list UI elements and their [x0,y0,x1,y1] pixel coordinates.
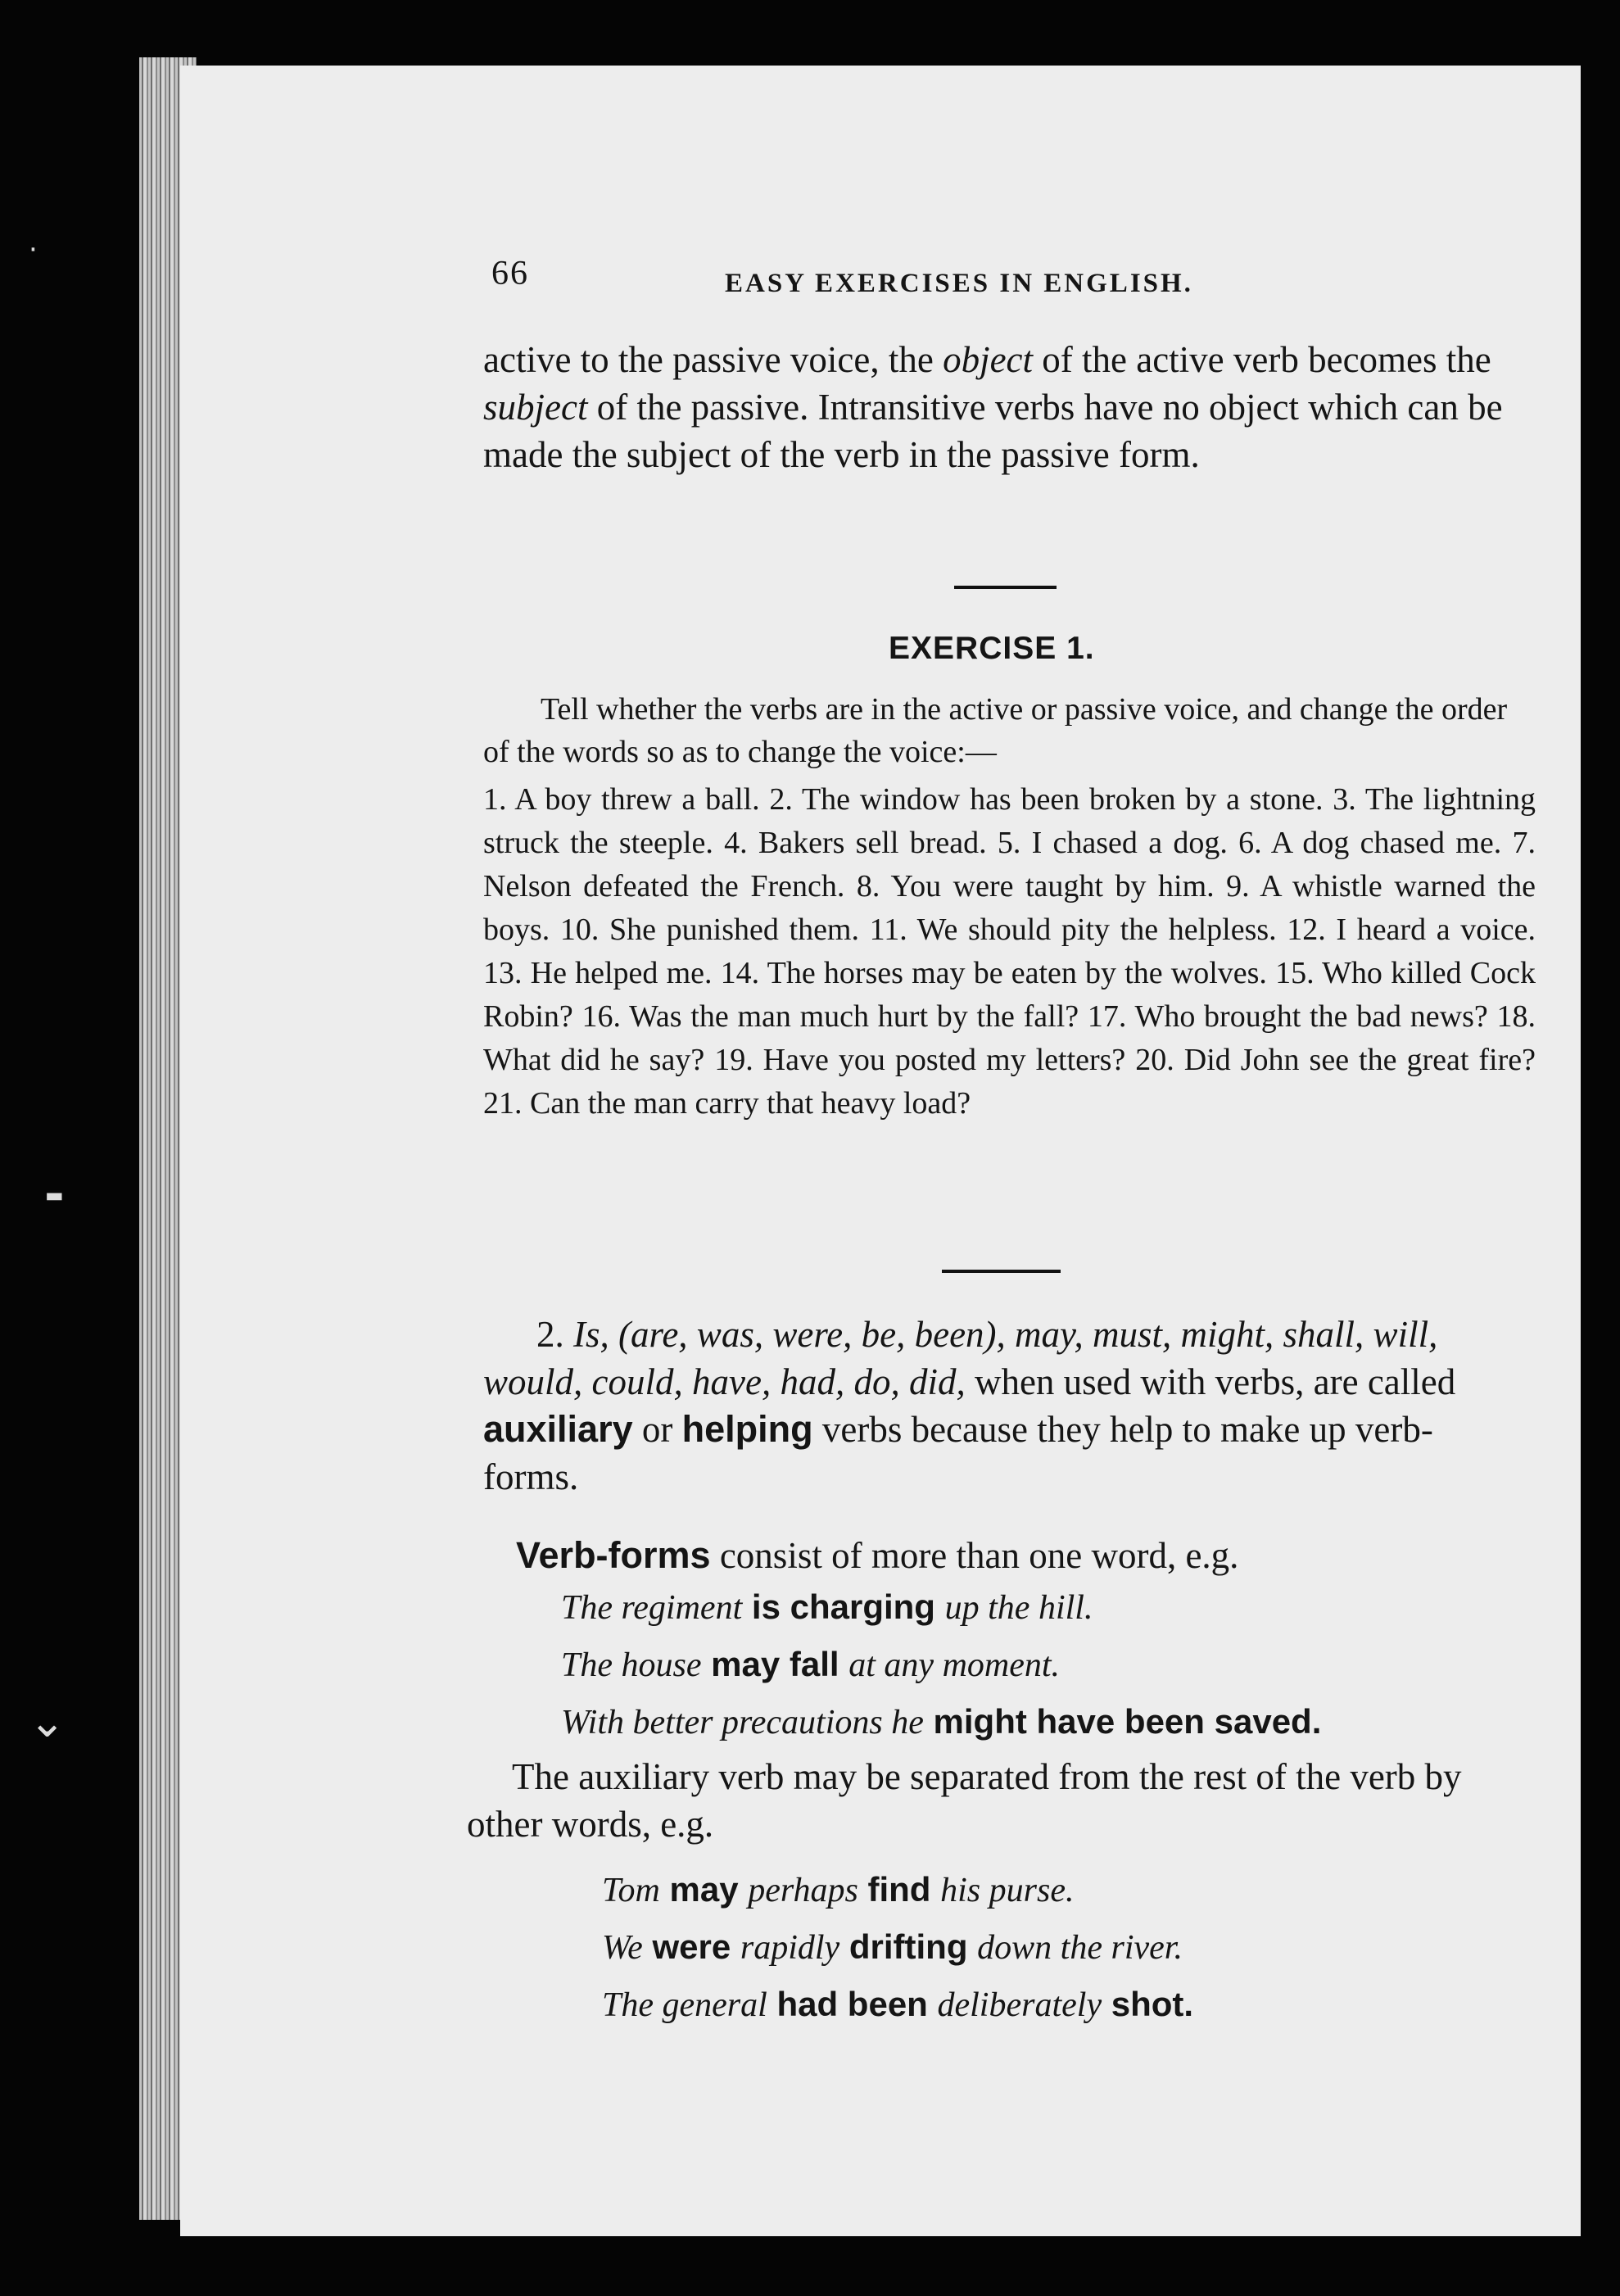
object-term: object [943,339,1034,380]
subject-term: subject [483,387,588,428]
example-ending: down the river. [977,1929,1183,1967]
exercise-sentences: 1. A boy threw a ball. 2. The window has been broken by a stone. 3. The lightning struck the steeple. 4. Bakers sell bread. 5. I chased a dog. 6. A dog chased me. 7. Nelson defeated the French. 8. You were taught by him. 9. A whistle warned the boys. 10. She punished them. 11. We should pity the helpless. 12. I heard a voice. 13. He helped me. 14. The horses may be eaten by the wolves. 15. Who killed Cock Robin? 16. Was the man much hurt by the fall? 17. Who brought the bad news? 18. What did he say? 19. Have you posted my letters? 20. Did John see the great fire? 21. Can the man carry that heavy load? [483,782,1536,1121]
section-text-2: verbs because they help to make up verb-forms. [483,1409,1433,1497]
running-title: EASY EXERCISES IN ENGLISH. [725,269,1193,298]
section-divider-2 [942,1270,1061,1273]
example-ending: his purse. [940,1872,1075,1909]
helping-term: helping [681,1408,813,1450]
example-subject: Tom [602,1872,660,1909]
page-number: 66 [491,255,529,292]
example-italic-part: With better precautions he [561,1704,924,1741]
example-subject: The general [602,1986,767,2024]
section-text-1: when used with verbs, are called [965,1361,1456,1402]
auxiliary-word-list: Is, (are, was, were, be, been), may, must, might, shall, will, would, could, have, had, do, did, [483,1314,1438,1402]
section-number: 2. [536,1314,573,1355]
verb-forms-term: Verb-forms [516,1534,711,1576]
scan-mark: ▬ [45,1184,64,1207]
example-italic-part: at any moment. [848,1646,1061,1684]
example-verb-form: is charging [742,1587,945,1626]
section-divider-1 [954,586,1057,589]
scan-mark: ⌄ [29,1696,66,1747]
separated-verb-example [602,1868,1075,1913]
example-adverb: perhaps [748,1872,858,1909]
auxiliary-term: auxiliary [483,1408,633,1450]
example-sentence [561,1642,1060,1687]
example-main-verb: shot. [1102,1985,1194,2023]
example-sentence [561,1585,1093,1630]
example-italic-part: up the hill. [944,1589,1093,1627]
example-sentence [561,1700,1321,1745]
example-subject: We [602,1929,643,1967]
intro-text-1: active to the passive voice, the [483,339,943,380]
separated-verb-example [602,1982,1193,2027]
example-italic-part: The regiment [561,1589,743,1627]
intro-paragraph [483,336,1540,478]
separated-verb-example [602,1925,1183,1970]
example-italic-part: The house [561,1646,702,1684]
separation-paragraph: The auxiliary verb may be separated from the rest of the verb by other words, e.g. [467,1756,1462,1845]
example-verb-form: might have been saved. [923,1702,1322,1741]
example-verb-form: may fall [701,1645,849,1683]
example-main-verb: drifting [839,1927,978,1966]
verb-forms-definition [516,1532,1507,1579]
auxiliary-verbs-paragraph [483,1311,1523,1501]
example-auxiliary: had been [767,1985,938,2023]
scan-mark: · [29,233,38,266]
exercise-instruction: Tell whether the verbs are in the active or passive voice, and change the order of the words so as to change the voice:— [483,692,1508,769]
example-adverb: deliberately [937,1986,1102,2024]
example-auxiliary: were [642,1927,740,1966]
example-adverb: rapidly [740,1929,840,1967]
definition-rest: consist of more than one word, e.g. [710,1535,1239,1576]
intro-text-3: of the passive. Intransitive verbs have no object which can be made the subject of the verb in the passive form. [483,387,1503,475]
intro-text-2: of the active verb becomes the [1033,339,1491,380]
exercise-title: EXERCISE 1. [889,631,1095,666]
example-auxiliary: may [659,1870,749,1909]
or-word: or [632,1409,682,1450]
example-main-verb: find [858,1870,941,1909]
